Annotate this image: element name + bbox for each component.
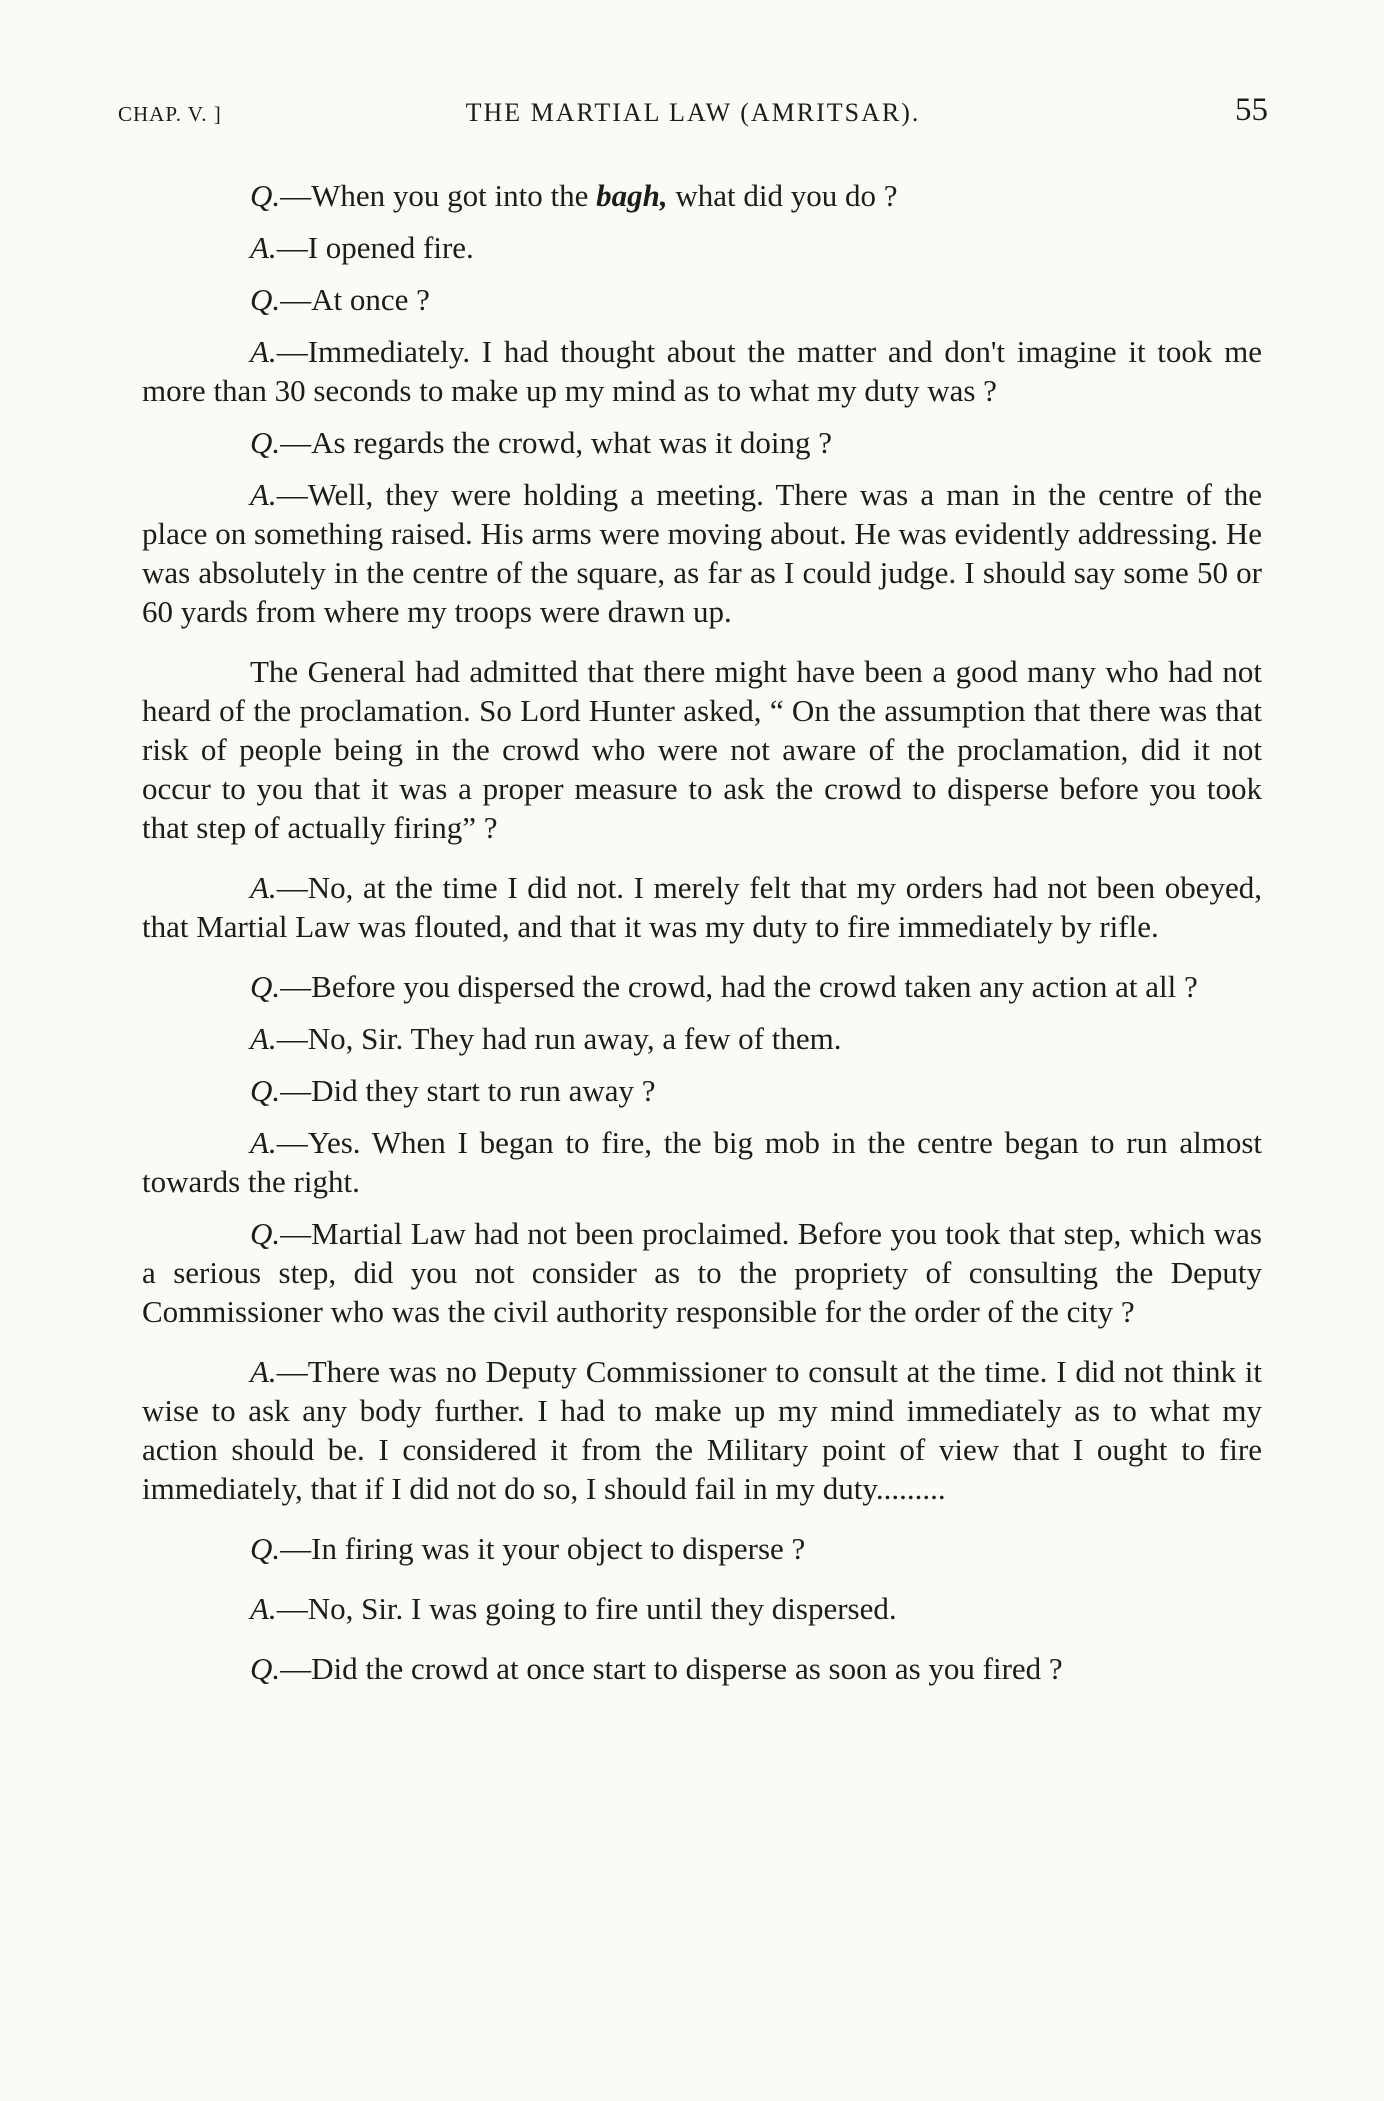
paragraph [142,1529,1262,1568]
paragraph [142,967,1262,1006]
speaker-label: A. [250,477,277,512]
speaker-label: A. [250,334,277,369]
paragraph-text: —There was no Deputy Commissioner to consult at the time. I did not think it wise to ask any body further. I had to make up my mind immediately as to what my action should be. I considered it from the Military point of view that I ought to fire immediately, that if I did not do so, I should fail in my duty......... [142,1354,1262,1506]
paragraph-text: —No, Sir. They had run away, a few of them. [276,1021,842,1056]
paragraph-text: —Yes. When I began to fire, the big mob in the centre began to run almost towards the right. [142,1125,1262,1199]
paragraph-text: —Before you dispersed the crowd, had the crowd taken any action at all ? [280,969,1198,1004]
speaker-label: Q. [250,282,281,317]
paragraph-text: —Martial Law had not been proclaimed. Before you took that step, which was a serious step, did you not consider as to the propriety of consulting the Deputy Commissioner who was the civil authority responsible for the order of the city ? [142,1216,1262,1329]
page-body [142,176,1262,1701]
speaker-label: Q. [250,1651,281,1686]
speaker-label: A. [250,230,277,265]
speaker-label: A. [250,1354,277,1389]
paragraph [142,1649,1262,1688]
paragraph [142,1214,1262,1331]
emphasis-word: bagh, [596,178,668,213]
page-number: 55 [1235,92,1268,128]
paragraph [142,652,1262,847]
paragraph [142,868,1262,946]
running-header [118,92,1268,142]
paragraph-text: The General had admitted that there might have been a good many who had not heard of the proclamation. So Lord Hunter asked, “ On the assumption that there was that risk of people being in the crowd who were not aware of the proclamation, did it not occur to you that it was a proper measure to ask the crowd to disperse before you took that step of actually firing” ? [142,654,1262,845]
paragraph-text: —When you got into the [280,178,597,213]
paragraph [142,1123,1262,1201]
paragraph [142,423,1262,462]
paragraph-text: —As regards the crowd, what was it doing ? [280,425,832,460]
paragraph-text: —No, Sir. I was going to fire until they dispersed. [276,1591,897,1626]
paragraph [142,228,1262,267]
paragraph [142,1071,1262,1110]
paragraph-text: —Immediately. I had thought about the matter and don't imagine it took me more than 30 seconds to make up my mind as to what my duty was ? [142,334,1262,408]
paragraph-text-after: what did you do ? [667,178,898,213]
paragraph-text: —I opened fire. [276,230,474,265]
chapter-label: CHAP. V. ] [118,102,222,126]
speaker-label: A. [250,1591,277,1626]
speaker-label: A. [250,870,277,905]
paragraph [142,280,1262,319]
speaker-label: A. [250,1125,277,1160]
speaker-label: Q. [250,1073,281,1108]
paragraph-text: —Did the crowd at once start to disperse as soon as you fired ? [280,1651,1063,1686]
paragraph [142,1352,1262,1508]
paragraph-text: —At once ? [280,282,430,317]
paragraph-text: —No, at the time I did not. I merely felt that my orders had not been obeyed, that Martial Law was flouted, and that it was my duty to fire immediately by rifle. [142,870,1262,944]
speaker-label: Q. [250,178,281,213]
speaker-label: Q. [250,969,281,1004]
speaker-label: Q. [250,425,281,460]
paragraph [142,1589,1262,1628]
speaker-label: Q. [250,1531,281,1566]
paragraph [142,176,1262,215]
speaker-label: A. [250,1021,277,1056]
speaker-label: Q. [250,1216,281,1251]
page-title: THE MARTIAL LAW (AMRITSAR). [465,98,921,127]
paragraph-text: —In firing was it your object to disperse ? [280,1531,806,1566]
paragraph-text: —Did they start to run away ? [280,1073,656,1108]
paragraph [142,1019,1262,1058]
paragraph [142,332,1262,410]
paragraph [142,475,1262,631]
paragraph-text: —Well, they were holding a meeting. There was a man in the centre of the place on something raised. His arms were moving about. He was evidently addressing. He was absolutely in the centre of the square, as far as I could judge. I should say some 50 or 60 yards from where my troops were drawn up. [142,477,1262,629]
